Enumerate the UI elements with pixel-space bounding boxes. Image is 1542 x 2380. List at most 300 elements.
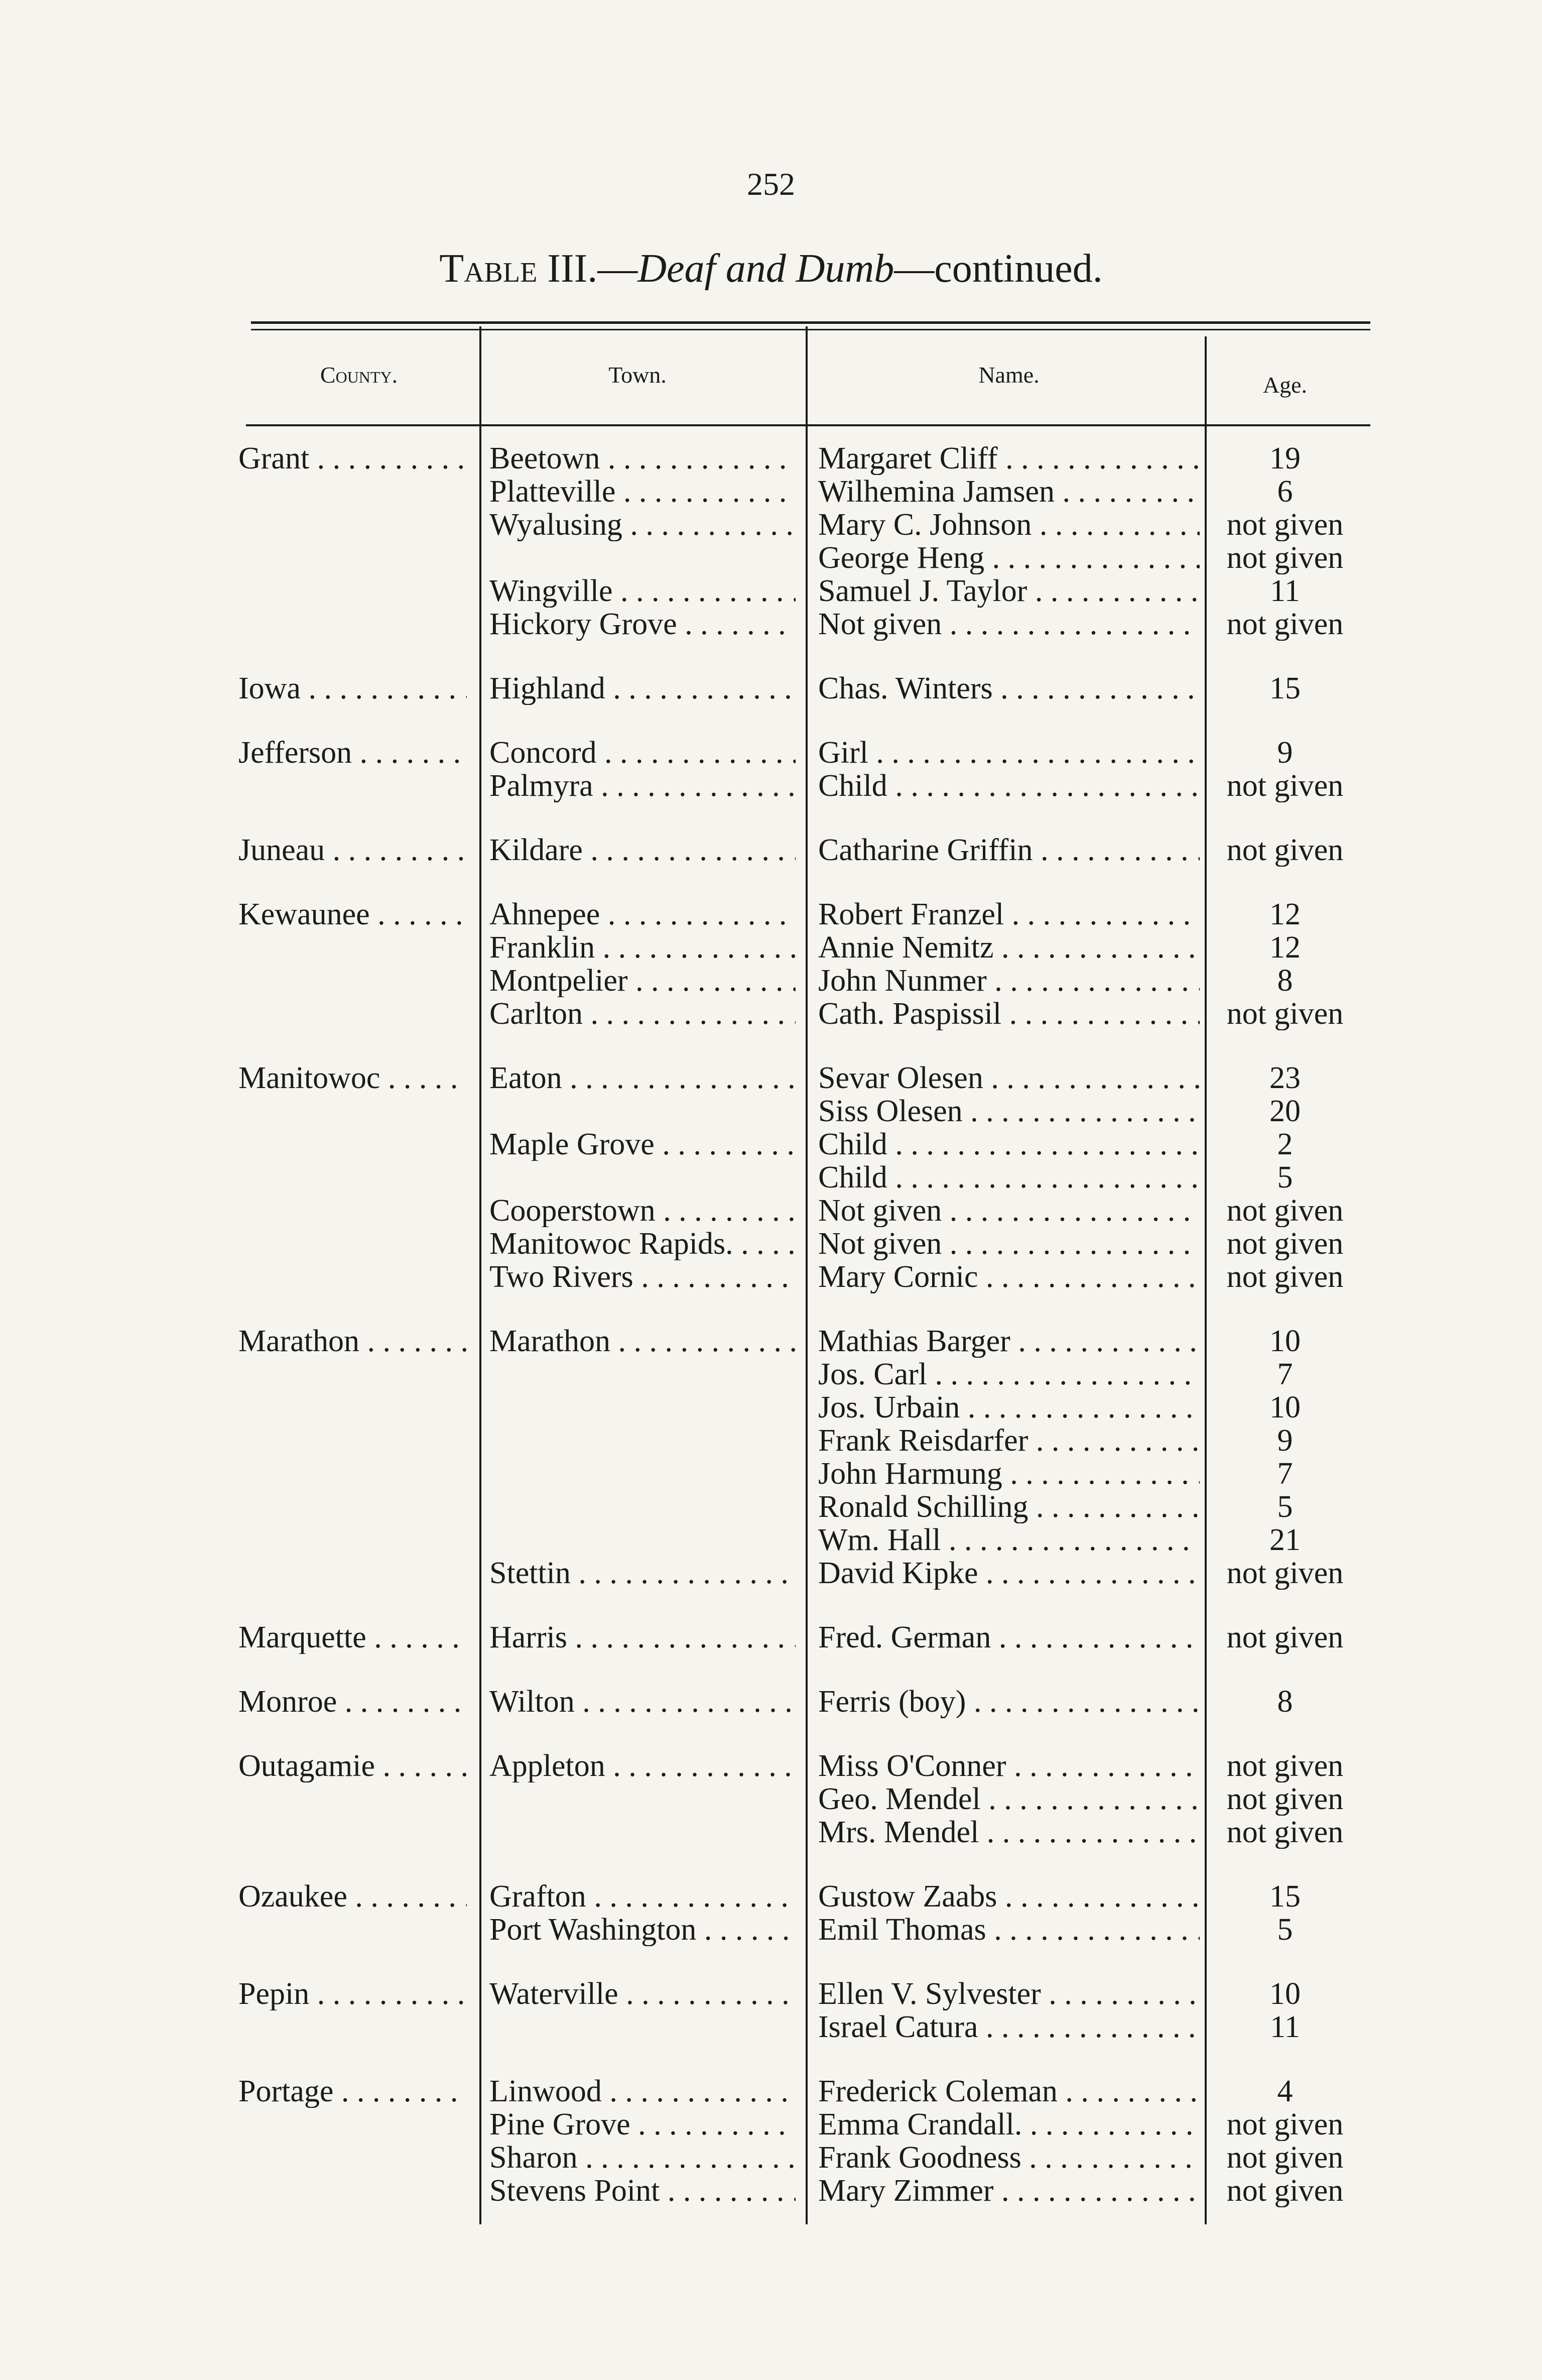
county-group [0, 1749, 1542, 1849]
name-cell [818, 2108, 1200, 2141]
county-group [0, 672, 1542, 705]
table-row [0, 1128, 1542, 1161]
town-cell [489, 931, 796, 964]
age-cell [1210, 997, 1360, 1030]
age-cell-text: 11 [1270, 574, 1300, 608]
town-cell-text: Appleton . . . [489, 1749, 796, 1782]
county-cell-text: Monroe . . . [238, 1685, 467, 1718]
age-cell [1210, 608, 1360, 641]
name-cell-text: Gustow Zaabs . . . [818, 1880, 1200, 1913]
county-cell-text: Pepin . . . [238, 1977, 467, 2010]
age-cell [1210, 1161, 1360, 1194]
name-cell [818, 608, 1200, 641]
table-row [0, 608, 1542, 641]
table-row [0, 1523, 1542, 1557]
town-cell [489, 1685, 796, 1718]
town-cell-text: Stevens Point . . . [489, 2174, 796, 2207]
name-cell-text: John Nunmer . . . [818, 964, 1200, 997]
age-cell-text: not given [1226, 2108, 1344, 2141]
county-group [0, 1880, 1542, 1946]
name-cell [818, 475, 1200, 508]
town-cell [489, 997, 796, 1030]
county-group [0, 898, 1542, 1030]
town-cell-text: Highland . . . [489, 672, 796, 705]
town-cell-text: Harris . . . [489, 1621, 796, 1654]
table-row [0, 508, 1542, 541]
name-cell [818, 1913, 1200, 1946]
age-cell [1210, 1749, 1360, 1782]
table-row [0, 1880, 1542, 1913]
name-cell-text: Frank Reisdarfer . . . [818, 1424, 1200, 1457]
name-cell [818, 964, 1200, 997]
town-cell-text: Maple Grove . . . [489, 1128, 796, 1161]
name-cell-text: David Kipke . . . [818, 1557, 1200, 1590]
county-cell-text: Outagamie . . . [238, 1749, 467, 1782]
age-cell [1210, 2174, 1360, 2207]
name-cell [818, 1095, 1200, 1128]
age-cell [1210, 1490, 1360, 1523]
name-cell [818, 1523, 1200, 1557]
age-cell-text: 9 [1277, 1424, 1293, 1457]
town-cell-text: Cooperstown . . . [489, 1194, 796, 1227]
table-row [0, 769, 1542, 802]
name-cell [818, 541, 1200, 574]
table-row [0, 1358, 1542, 1391]
age-cell-text: 12 [1269, 931, 1301, 964]
town-cell [489, 1194, 796, 1227]
age-cell-text: 2 [1277, 1128, 1293, 1161]
age-cell [1210, 834, 1360, 867]
table-row [0, 2108, 1542, 2141]
county-cell-text: Jefferson . . . [238, 736, 467, 769]
county-cell [238, 834, 467, 867]
town-cell-text: Palmyra . . . [489, 769, 796, 802]
county-cell [238, 1621, 467, 1654]
age-cell [1210, 2010, 1360, 2044]
name-cell-text: Girl . . . [818, 736, 1200, 769]
age-cell-text: not given [1226, 1621, 1344, 1654]
town-cell [489, 2108, 796, 2141]
age-cell-text: not given [1226, 997, 1344, 1030]
age-cell-text: 10 [1269, 1325, 1301, 1358]
county-cell-text: Portage . . . [238, 2075, 467, 2108]
county-group [0, 1061, 1542, 1293]
name-cell-text: Siss Olesen . . . [818, 1095, 1200, 1128]
age-cell [1210, 898, 1360, 931]
county-cell [238, 2075, 467, 2108]
table-row [0, 931, 1542, 964]
age-cell-text: 4 [1277, 2075, 1293, 2108]
title-suffix: —continued. [894, 247, 1103, 291]
town-cell [489, 1325, 796, 1358]
age-cell-text: not given [1226, 508, 1344, 541]
name-cell [818, 931, 1200, 964]
name-cell [818, 1391, 1200, 1424]
age-cell-text: 10 [1269, 1391, 1301, 1424]
table-row [0, 574, 1542, 608]
town-cell [489, 1749, 796, 1782]
town-cell-text: Port Washington . . . [489, 1913, 796, 1946]
name-cell-text: Israel Catura . . . [818, 2010, 1200, 2044]
age-cell [1210, 1816, 1360, 1849]
town-cell [489, 1557, 796, 1590]
name-cell-text: George Heng . . . [818, 541, 1200, 574]
county-cell-text: Manitowoc . . . [238, 1061, 467, 1095]
table-row [0, 1621, 1542, 1654]
age-cell-text: 11 [1270, 2010, 1300, 2044]
page-number: 252 [747, 166, 795, 202]
age-cell [1210, 2075, 1360, 2108]
name-cell [818, 1161, 1200, 1194]
name-cell-text: Wm. Hall . . . [818, 1523, 1200, 1557]
town-cell-text: Montpelier . . . [489, 964, 796, 997]
town-cell-text: Ahnepee . . . [489, 898, 796, 931]
age-cell [1210, 1457, 1360, 1490]
county-cell [238, 736, 467, 769]
name-cell-text: Not given . . . [818, 1194, 1200, 1227]
table-header [0, 351, 1542, 417]
name-cell-text: Mary Zimmer . . . [818, 2174, 1200, 2207]
name-cell-text: Mathias Barger . . . [818, 1325, 1200, 1358]
age-cell [1210, 1621, 1360, 1654]
name-cell-text: Cath. Paspissil . . . [818, 997, 1200, 1030]
age-cell-text: not given [1226, 541, 1344, 574]
county-cell [238, 1325, 467, 1358]
table-row [0, 1260, 1542, 1293]
age-cell-text: 21 [1269, 1523, 1301, 1557]
name-cell-text: Wilhemina Jamsen . . . [818, 475, 1200, 508]
name-cell-text: Not given . . . [818, 608, 1200, 641]
age-cell-text: 6 [1277, 475, 1293, 508]
age-cell [1210, 1325, 1360, 1358]
age-cell [1210, 1913, 1360, 1946]
age-cell-text: not given [1226, 1557, 1344, 1590]
name-cell-text: Child . . . [818, 769, 1200, 802]
town-cell [489, 1913, 796, 1946]
name-cell [818, 1782, 1200, 1816]
county-cell-text: Grant . . . [238, 442, 467, 475]
town-cell [489, 769, 796, 802]
name-cell [818, 574, 1200, 608]
table-row [0, 2010, 1542, 2044]
name-cell [818, 442, 1200, 475]
town-cell-text: Eaton . . . [489, 1061, 796, 1095]
name-cell [818, 1128, 1200, 1161]
age-cell [1210, 475, 1360, 508]
name-cell-text: Mrs. Mendel . . . [818, 1816, 1200, 1849]
name-cell [818, 834, 1200, 867]
table-row [0, 1194, 1542, 1227]
county-cell [238, 1685, 467, 1718]
age-cell-text: 7 [1277, 1358, 1293, 1391]
town-cell [489, 1260, 796, 1293]
age-cell [1210, 1977, 1360, 2010]
name-cell [818, 1061, 1200, 1095]
age-cell [1210, 1095, 1360, 1128]
name-cell [818, 1749, 1200, 1782]
county-group [0, 2075, 1542, 2207]
age-cell-text: 7 [1277, 1457, 1293, 1490]
age-cell-text: 5 [1277, 1913, 1293, 1946]
name-cell-text: Jos. Carl . . . [818, 1358, 1200, 1391]
name-cell-text: Mary C. Johnson . . . [818, 508, 1200, 541]
name-cell [818, 1621, 1200, 1654]
name-cell [818, 769, 1200, 802]
town-cell-text: Kildare . . . [489, 834, 796, 867]
county-cell [238, 1749, 467, 1782]
table-row [0, 736, 1542, 769]
town-cell-text: Wyalusing . . . [489, 508, 796, 541]
name-cell-text: Not given . . . [818, 1227, 1200, 1260]
table-row [0, 2075, 1542, 2108]
county-cell-text: Juneau . . . [238, 834, 467, 867]
age-cell-text: 5 [1277, 1161, 1293, 1194]
town-cell [489, 834, 796, 867]
town-cell-text: Grafton . . . [489, 1880, 796, 1913]
county-cell [238, 898, 467, 931]
county-cell-text: Marquette . . . [238, 1621, 467, 1654]
name-cell-text: Jos. Urbain . . . [818, 1391, 1200, 1424]
name-cell-text: Samuel J. Taylor . . . [818, 574, 1200, 608]
table-row [0, 1685, 1542, 1718]
age-cell-text: 19 [1269, 442, 1301, 475]
table-row [0, 541, 1542, 574]
town-cell [489, 1880, 796, 1913]
table-row [0, 442, 1542, 475]
name-cell [818, 2141, 1200, 2174]
age-cell-text: not given [1226, 1782, 1344, 1816]
table-row [0, 1977, 1542, 2010]
age-cell-text: not given [1226, 1227, 1344, 1260]
table-row [0, 1457, 1542, 1490]
age-cell [1210, 769, 1360, 802]
table-row [0, 2174, 1542, 2207]
header-county: County. [320, 362, 398, 388]
age-cell [1210, 736, 1360, 769]
table-title [0, 246, 1542, 292]
town-cell-text: Concord . . . [489, 736, 796, 769]
town-cell [489, 964, 796, 997]
name-cell-text: Catharine Griffin . . . [818, 834, 1200, 867]
name-cell [818, 2010, 1200, 2044]
age-cell [1210, 2141, 1360, 2174]
title-subject: Deaf and Dumb [637, 247, 894, 291]
county-group [0, 442, 1542, 641]
town-cell-text: Platteville . . . [489, 475, 796, 508]
name-cell-text: Miss O'Conner . . . [818, 1749, 1200, 1782]
name-cell [818, 1880, 1200, 1913]
name-cell-text: Fred. German . . . [818, 1621, 1200, 1654]
age-cell [1210, 1260, 1360, 1293]
town-cell-text: Two Rivers . . . [489, 1260, 796, 1293]
town-cell [489, 508, 796, 541]
age-cell-text: 12 [1269, 898, 1301, 931]
town-cell-text: Beetown . . . [489, 442, 796, 475]
age-cell [1210, 672, 1360, 705]
table-row [0, 1816, 1542, 1849]
age-cell [1210, 1523, 1360, 1557]
age-cell-text: 20 [1269, 1095, 1301, 1128]
age-cell-text: 8 [1277, 1685, 1293, 1718]
town-cell [489, 1227, 796, 1260]
town-cell-text: Wingville . . . [489, 574, 796, 608]
name-cell [818, 2174, 1200, 2207]
county-group [0, 1977, 1542, 2044]
age-cell [1210, 1227, 1360, 1260]
county-cell [238, 672, 467, 705]
name-cell [818, 736, 1200, 769]
age-cell-text: not given [1226, 1260, 1344, 1293]
age-cell [1210, 1880, 1360, 1913]
town-cell [489, 898, 796, 931]
county-cell [238, 1880, 467, 1913]
age-cell [1210, 1557, 1360, 1590]
age-cell [1210, 442, 1360, 475]
name-cell-text: Sevar Olesen . . . [818, 1061, 1200, 1095]
table-row [0, 1325, 1542, 1358]
town-cell-text: Carlton . . . [489, 997, 796, 1030]
name-cell-text: Frederick Coleman . . . [818, 2075, 1200, 2108]
name-cell [818, 1325, 1200, 1358]
town-cell [489, 2141, 796, 2174]
table-row [0, 1913, 1542, 1946]
town-cell [489, 574, 796, 608]
table-row [0, 964, 1542, 997]
table-row [0, 1424, 1542, 1457]
table-body [0, 442, 1542, 2270]
age-cell-text: 5 [1277, 1490, 1293, 1523]
age-cell [1210, 1061, 1360, 1095]
header-age: Age. [1262, 372, 1308, 398]
town-cell [489, 672, 796, 705]
town-cell-text: Marathon . . . [489, 1325, 796, 1358]
age-cell-text: 10 [1269, 1977, 1301, 2010]
table-row [0, 1061, 1542, 1095]
name-cell-text: Child . . . [818, 1128, 1200, 1161]
age-cell [1210, 1128, 1360, 1161]
town-cell-text: Linwood . . . [489, 2075, 796, 2108]
table-row [0, 1749, 1542, 1782]
name-cell [818, 1977, 1200, 2010]
name-cell-text: Emma Crandall. . . . [818, 2108, 1200, 2141]
town-cell-text: Manitowoc Rapids. . . . [489, 1227, 796, 1260]
name-cell-text: Margaret Cliff . . . [818, 442, 1200, 475]
table-row [0, 2141, 1542, 2174]
name-cell [818, 508, 1200, 541]
age-cell [1210, 1358, 1360, 1391]
table-row [0, 475, 1542, 508]
name-cell [818, 1557, 1200, 1590]
name-cell [818, 1490, 1200, 1523]
age-cell-text: not given [1226, 1749, 1344, 1782]
county-group [0, 1325, 1542, 1590]
table-row [0, 1161, 1542, 1194]
name-cell-text: Chas. Winters . . . [818, 672, 1200, 705]
age-cell-text: not given [1226, 1816, 1344, 1849]
town-cell [489, 475, 796, 508]
name-cell-text: Ronald Schilling . . . [818, 1490, 1200, 1523]
name-cell [818, 1227, 1200, 1260]
age-cell [1210, 508, 1360, 541]
name-cell-text: Child . . . [818, 1161, 1200, 1194]
name-cell [818, 1424, 1200, 1457]
town-cell-text: Pine Grove . . . [489, 2108, 796, 2141]
county-cell-text: Marathon . . . [238, 1325, 467, 1358]
name-cell [818, 1194, 1200, 1227]
table-row [0, 1557, 1542, 1590]
county-cell-text: Kewaunee . . . [238, 898, 467, 931]
table-row [0, 898, 1542, 931]
age-cell-text: 9 [1277, 736, 1293, 769]
age-cell-text: 15 [1269, 1880, 1301, 1913]
county-group [0, 736, 1542, 802]
table-row [0, 1782, 1542, 1816]
age-cell [1210, 1685, 1360, 1718]
name-cell-text: Ferris (boy) . . . [818, 1685, 1200, 1718]
age-cell [1210, 1194, 1360, 1227]
name-cell [818, 997, 1200, 1030]
age-cell-text: not given [1226, 1194, 1344, 1227]
town-cell-text: Wilton . . . [489, 1685, 796, 1718]
top-double-rule [251, 321, 1370, 330]
county-group [0, 1621, 1542, 1654]
name-cell-text: Robert Franzel . . . [818, 898, 1200, 931]
town-cell [489, 1128, 796, 1161]
county-group [0, 1685, 1542, 1718]
county-cell [238, 1977, 467, 2010]
name-cell [818, 1816, 1200, 1849]
town-cell-text: Franklin . . . [489, 931, 796, 964]
age-cell [1210, 1782, 1360, 1816]
table-row [0, 1227, 1542, 1260]
town-cell [489, 736, 796, 769]
county-cell-text: Iowa . . . [238, 672, 467, 705]
header-name: Name. [978, 362, 1040, 388]
name-cell-text: Geo. Mendel . . . [818, 1782, 1200, 1816]
town-cell [489, 1061, 796, 1095]
header-rule [246, 424, 1370, 426]
age-cell [1210, 2108, 1360, 2141]
title-prefix: Table III.— [439, 247, 638, 291]
county-cell [238, 442, 467, 475]
age-cell [1210, 964, 1360, 997]
town-cell [489, 1977, 796, 2010]
age-cell-text: 23 [1269, 1061, 1301, 1095]
age-cell-text: not given [1226, 2141, 1344, 2174]
table-row [0, 1095, 1542, 1128]
header-town: Town. [608, 362, 667, 388]
age-cell [1210, 541, 1360, 574]
age-cell-text: not given [1226, 2174, 1344, 2207]
table-row [0, 834, 1542, 867]
age-cell-text: not given [1226, 769, 1344, 802]
town-cell-text: Waterville . . . [489, 1977, 796, 2010]
name-cell-text: Annie Nemitz . . . [818, 931, 1200, 964]
name-cell-text: Ellen V. Sylvester . . . [818, 1977, 1200, 2010]
age-cell [1210, 931, 1360, 964]
town-cell [489, 608, 796, 641]
age-cell-text: 8 [1277, 964, 1293, 997]
town-cell [489, 442, 796, 475]
age-cell [1210, 574, 1360, 608]
county-cell-text: Ozaukee . . . [238, 1880, 467, 1913]
table-row [0, 1490, 1542, 1523]
name-cell-text: Mary Cornic . . . [818, 1260, 1200, 1293]
county-cell [238, 1061, 467, 1095]
name-cell [818, 898, 1200, 931]
age-cell [1210, 1424, 1360, 1457]
town-cell-text: Stettin . . . [489, 1557, 796, 1590]
